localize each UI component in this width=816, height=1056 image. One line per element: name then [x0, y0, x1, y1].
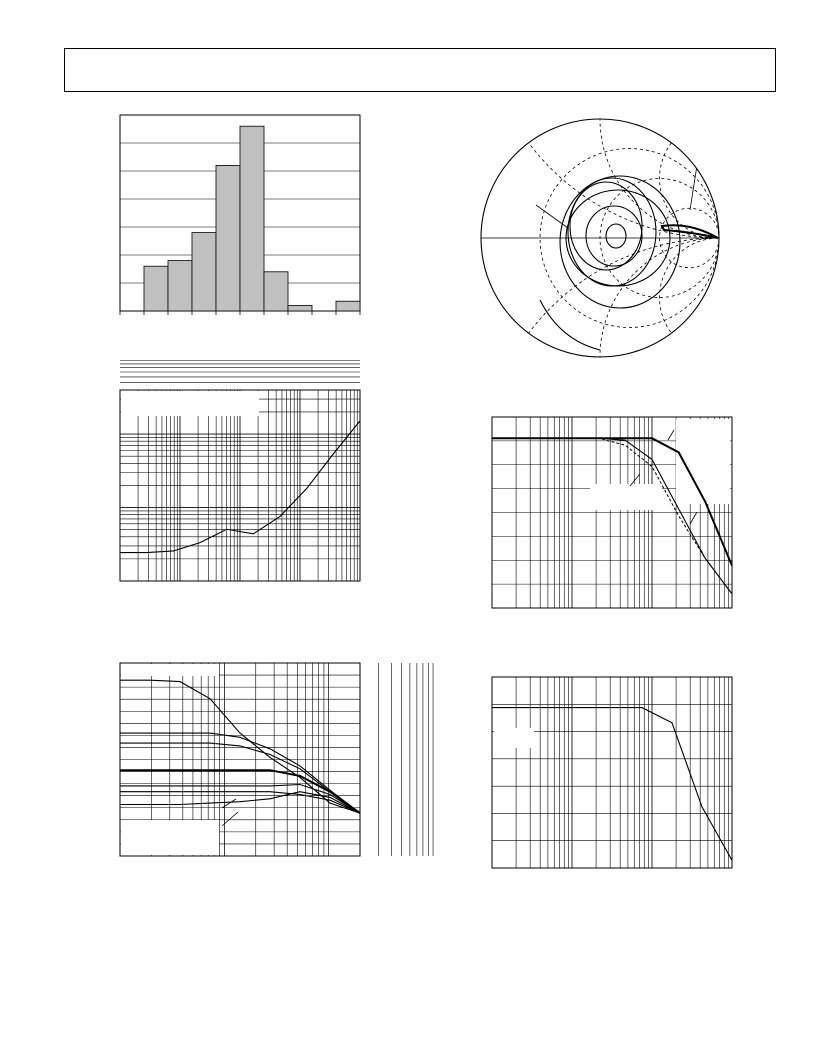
smith-trace-inner-loop [606, 224, 626, 248]
histogram-bar [144, 266, 168, 311]
smith-traces [536, 146, 718, 350]
single-response-label-area [494, 728, 534, 748]
histogram-bar [192, 233, 216, 311]
multi-curve-label-area-top [121, 664, 219, 676]
histogram-chart [120, 115, 360, 315]
histogram-bar [168, 261, 192, 311]
single-response-chart [492, 677, 732, 868]
histogram-ticks [120, 311, 360, 315]
smith-trace-loop [586, 206, 642, 266]
histogram-bar [288, 305, 312, 311]
smith-reactance-arc [660, 238, 779, 357]
single-response-grid [492, 677, 732, 868]
log-log-chart [120, 361, 360, 581]
histogram-bar [240, 126, 264, 311]
single-response-frame [492, 677, 732, 868]
smith-trace-loop [570, 182, 642, 270]
smith-pointer-1 [690, 146, 700, 210]
smith-trace-lower-arc [540, 300, 600, 350]
histogram-bar [336, 301, 360, 311]
histogram-bar [216, 165, 240, 311]
response-label-area [590, 484, 662, 510]
histogram-bar [264, 272, 288, 311]
response-arrow-3 [690, 512, 697, 524]
response-chart [492, 417, 732, 608]
log-log-legend-area [121, 391, 259, 416]
multi-curve-label-area-bottom [121, 820, 219, 855]
smith-reactance-arc [600, 0, 816, 238]
response-arrow-1 [668, 430, 674, 440]
multi-curve-chart [120, 663, 433, 856]
